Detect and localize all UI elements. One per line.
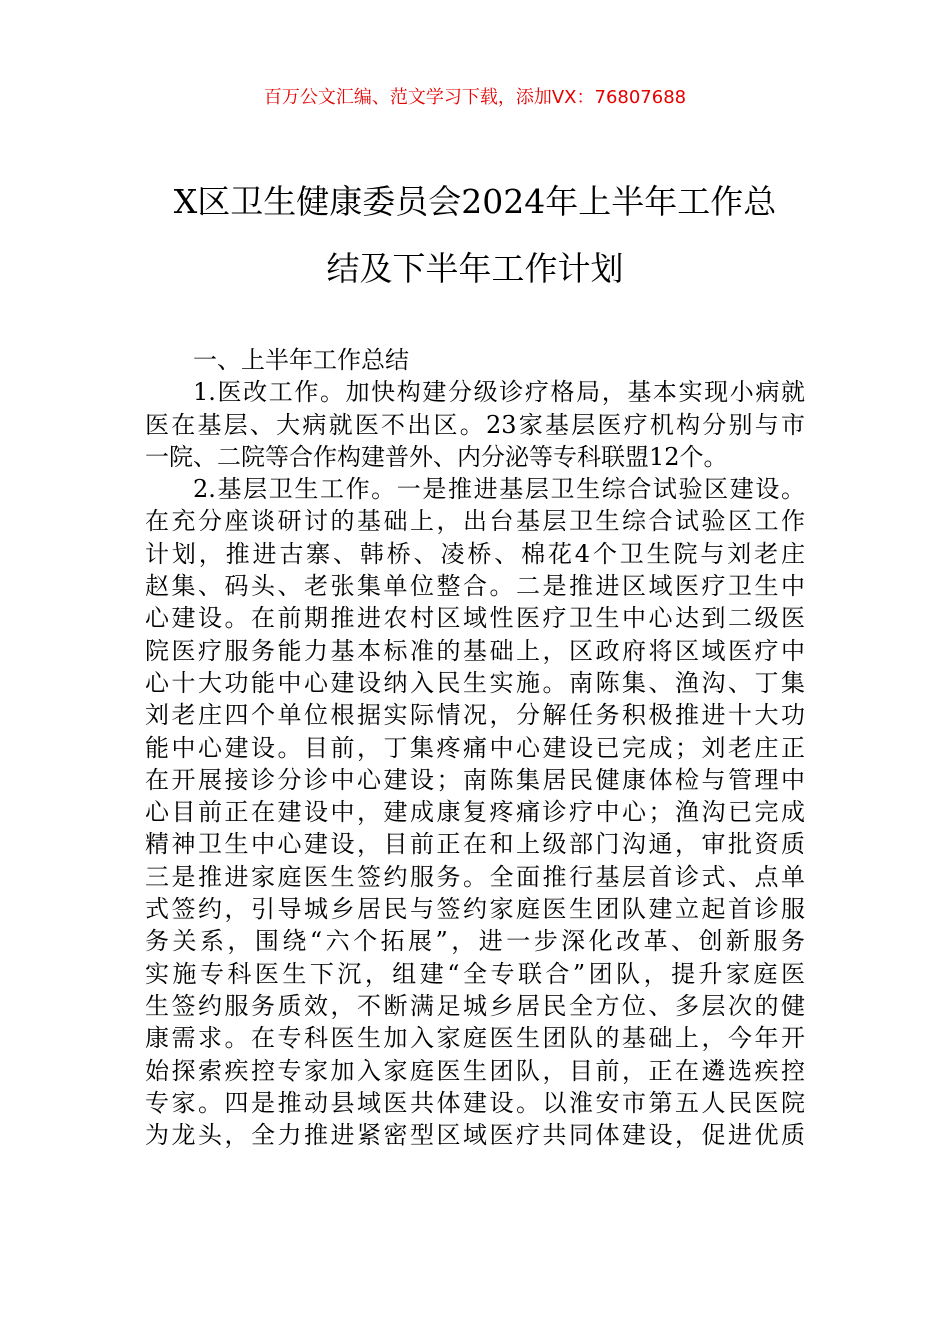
body-line: 院医疗服务能力基本标准的基础上，区政府将区域医疗中 bbox=[145, 636, 805, 665]
body-line: 在充分座谈研讨的基础上，出台基层卫生综合试验区工作 bbox=[145, 507, 805, 536]
body-line: 心十大功能中心建设纳入民生实施。南陈集、渔沟、丁集 bbox=[145, 668, 805, 697]
section-heading: 一、上半年工作总结 bbox=[193, 346, 409, 374]
body-line: 三是推进家庭医生签约服务。全面推行基层首诊式、点单 bbox=[145, 862, 805, 891]
body-line: 赵集、码头、老张集单位整合。二是推进区域医疗卫生中 bbox=[145, 572, 805, 601]
body-line: 能中心建设。目前，丁集疼痛中心建设已完成；刘老庄正 bbox=[145, 733, 805, 762]
body-line: 计划，推进古寨、韩桥、凌桥、棉花4个卫生院与刘老庄 bbox=[145, 539, 805, 568]
body-line: 精神卫生中心建设，目前正在和上级部门沟通，审批资质 bbox=[145, 830, 805, 859]
watermark-banner: 百万公文汇编、范文学习下载，添加VX：76807688 bbox=[263, 87, 687, 108]
body-line: 为龙头，全力推进紧密型区域医疗共同体建设，促进优质 bbox=[145, 1121, 805, 1150]
body-line: 生签约服务质效，不断满足城乡居民全方位、多层次的健 bbox=[145, 991, 805, 1020]
body-line: 始探索疾控专家加入家庭医生团队，目前，正在遴选疾控 bbox=[145, 1056, 805, 1085]
body-line: 心目前正在建设中，建成康复疼痛诊疗中心；渔沟已完成 bbox=[145, 798, 805, 827]
body-line: 医在基层、大病就医不出区。23家基层医疗机构分别与市 bbox=[145, 410, 805, 439]
body-line: 1.医改工作。加快构建分级诊疗格局，基本实现小病就 bbox=[193, 378, 805, 407]
body-line: 式签约，引导城乡居民与签约家庭医生团队建立起首诊服 bbox=[145, 895, 805, 924]
body-line: 专家。四是推动县域医共体建设。以淮安市第五人民医院 bbox=[145, 1088, 805, 1117]
document-title-line-2: 结及下半年工作计划 bbox=[326, 249, 624, 288]
body-line: 一院、二院等合作构建普外、内分泌等专科联盟12个。 bbox=[145, 442, 728, 471]
body-line: 在开展接诊分诊中心建设；南陈集居民健康体检与管理中 bbox=[145, 765, 805, 794]
body-line: 2.基层卫生工作。一是推进基层卫生综合试验区建设。 bbox=[193, 475, 805, 504]
body-line: 务关系，围绕“六个拓展”，进一步深化改革、创新服务 bbox=[145, 927, 805, 956]
body-line: 心建设。在前期推进农村区域性医疗卫生中心达到二级医 bbox=[145, 604, 805, 633]
body-line: 康需求。在专科医生加入家庭医生团队的基础上，今年开 bbox=[145, 1024, 805, 1053]
body-line: 刘老庄四个单位根据实际情况，分解任务积极推进十大功 bbox=[145, 701, 805, 730]
document-body bbox=[145, 344, 805, 1151]
body-line: 实施专科医生下沉，组建“全专联合”团队，提升家庭医 bbox=[145, 959, 805, 988]
document-title-line-1: X区卫生健康委员会2024年上半年工作总 bbox=[173, 182, 777, 221]
